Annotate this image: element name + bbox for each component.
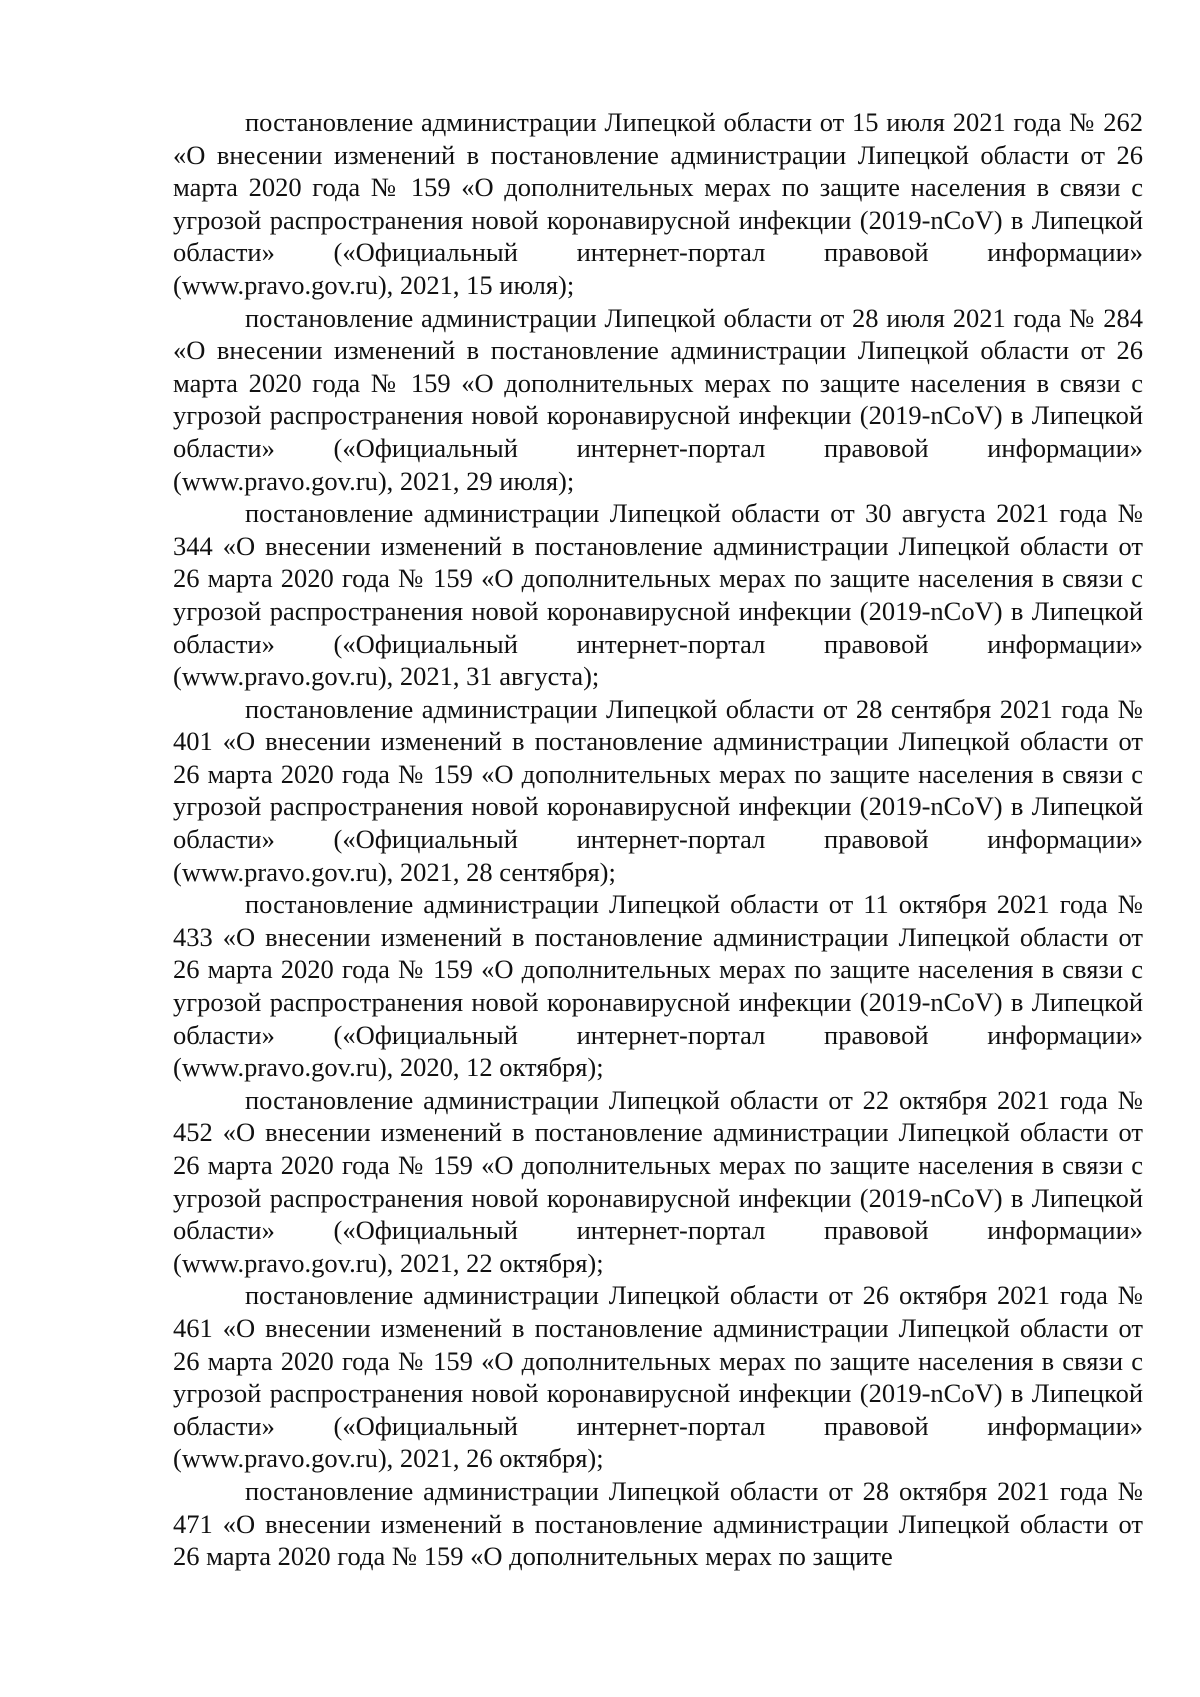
paragraph-resolution-284: постановление администрации Липецкой области от 28 июля 2021 года № 284 «О внесении изменений в постановление администрации Липецкой области от 26 марта 2020 года № 159 «О дополнительных мерах по защите населения в связи с угрозой распространения новой коронавирусной инфекции (2019-nCoV) в Липецкой области» («Официальный интернет-портал правовой информации» (www.pravo.gov.ru), 2021, 29 июля); <box>173 302 1143 496</box>
document-body <box>173 106 1143 1573</box>
paragraph-resolution-433: постановление администрации Липецкой области от 11 октября 2021 года № 433 «О внесении изменений в постановление администрации Липецкой области от 26 марта 2020 года № 159 «О дополнительных мерах по защите населения в связи с угрозой распространения новой коронавирусной инфекции (2019-nCoV) в Липецкой области» («Официальный интернет-портал правовой информации» (www.pravo.gov.ru), 2020, 12 октября); <box>173 889 1143 1083</box>
paragraph-resolution-452: постановление администрации Липецкой области от 22 октября 2021 года № 452 «О внесении изменений в постановление администрации Липецкой области от 26 марта 2020 года № 159 «О дополнительных мерах по защите населения в связи с угрозой распространения новой коронавирусной инфекции (2019-nCoV) в Липецкой области» («Официальный интернет-портал правовой информации» (www.pravo.gov.ru), 2021, 22 октября); <box>173 1084 1143 1278</box>
paragraph-resolution-262: постановление администрации Липецкой области от 15 июля 2021 года № 262 «О внесении изменений в постановление администрации Липецкой области от 26 марта 2020 года № 159 «О дополнительных мерах по защите населения в связи с угрозой распространения новой коронавирусной инфекции (2019-nCoV) в Липецкой области» («Официальный интернет-портал правовой информации» (www.pravo.gov.ru), 2021, 15 июля); <box>173 107 1143 300</box>
paragraph-resolution-401: постановление администрации Липецкой области от 28 сентября 2021 года № 401 «О внесении изменений в постановление администрации Липецкой области от 26 марта 2020 года № 159 «О дополнительных мерах по защите населения в связи с угрозой распространения новой коронавирусной инфекции (2019-nCoV) в Липецкой области» («Официальный интернет-портал правовой информации» (www.pravo.gov.ru), 2021, 28 сентября); <box>173 693 1143 887</box>
paragraph-resolution-344: постановление администрации Липецкой области от 30 августа 2021 года № 344 «О внесении изменений в постановление администрации Липецкой области от 26 марта 2020 года № 159 «О дополнительных мерах по защите населения в связи с угрозой распространения новой коронавирусной инфекции (2019-nCoV) в Липецкой области» («Официальный интернет-портал правовой информации» (www.pravo.gov.ru), 2021, 31 августа); <box>173 498 1143 692</box>
paragraph-resolution-471: постановление администрации Липецкой области от 28 октября 2021 года № 471 «О внесении изменений в постановление администрации Липецкой области от 26 марта 2020 года № 159 «О дополнительных мерах по защите <box>173 1475 1143 1572</box>
paragraph-resolution-461: постановление администрации Липецкой области от 26 октября 2021 года № 461 «О внесении изменений в постановление администрации Липецкой области от 26 марта 2020 года № 159 «О дополнительных мерах по защите населения в связи с угрозой распространения новой коронавирусной инфекции (2019-nCoV) в Липецкой области» («Официальный интернет-портал правовой информации» (www.pravo.gov.ru), 2021, 26 октября); <box>173 1280 1143 1474</box>
